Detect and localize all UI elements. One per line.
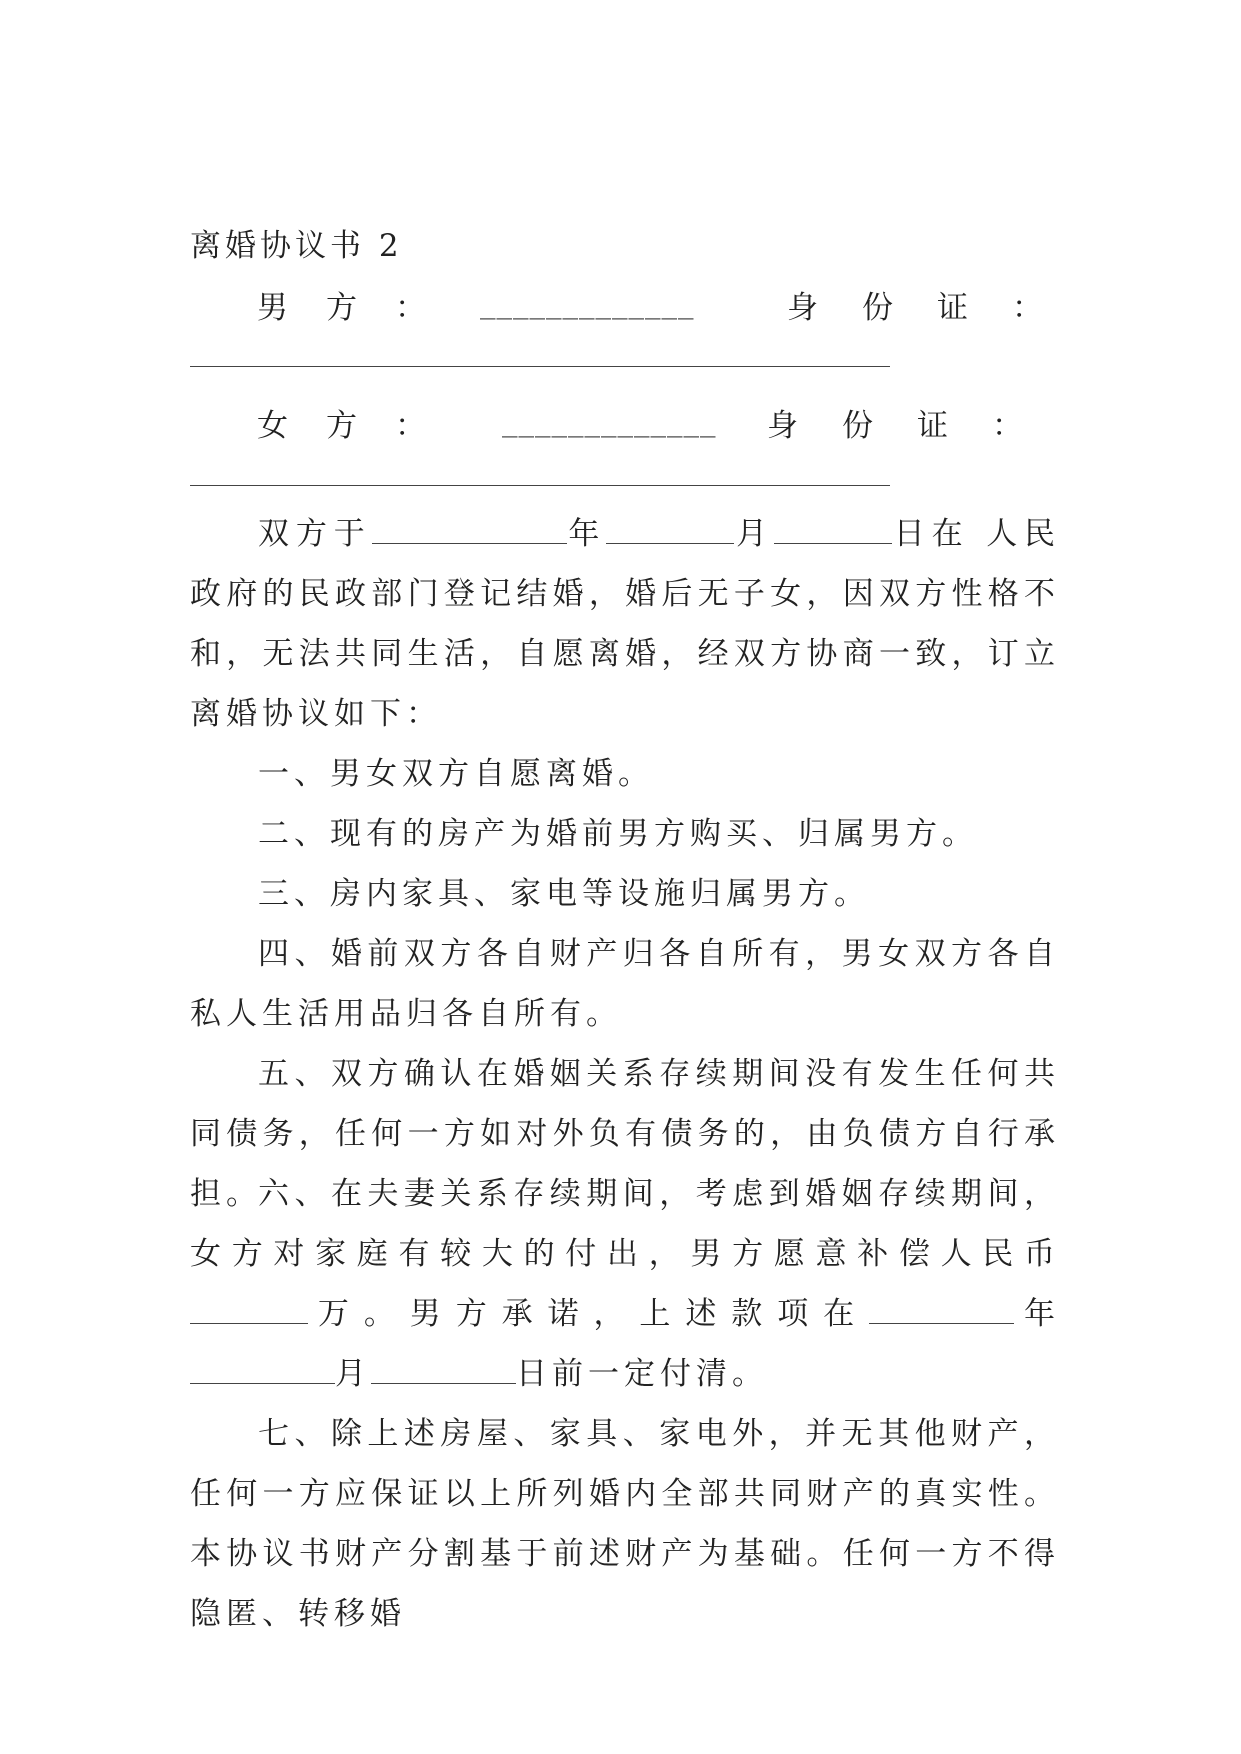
payment-year-blank <box>869 1299 1014 1324</box>
clause-4: 四、婚前双方各自财产归各自所有，男女双方各自私人生活用品归各自所有。 <box>190 936 1060 1032</box>
payment-month-blank <box>190 1359 335 1384</box>
female-party-row <box>257 400 1067 444</box>
payment-day-blank <box>371 1359 516 1384</box>
intro-day: 日在 <box>891 516 970 552</box>
clause-6 <box>190 1164 1060 1404</box>
female-id-line <box>190 485 890 486</box>
female-label: 女方： <box>257 408 464 444</box>
intro-month: 月 <box>734 516 774 552</box>
male-id-label: 身份证： <box>787 290 1087 326</box>
male-label: 男方： <box>257 290 464 326</box>
marriage-month-blank <box>606 519 734 544</box>
clause-3: 三、房内家具、家电等设施归属男方。 <box>258 876 870 912</box>
clause-6-year: 年 <box>1014 1296 1061 1332</box>
female-id-label: 身份证： <box>767 408 1067 444</box>
marriage-year-blank <box>372 519 567 544</box>
clause-5: 五、双方确认在婚姻关系存续期间没有发生任何共同债务，任何一方如对外负有债务的，由负债方自行承担。 <box>190 1056 1060 1212</box>
clause-6-text-1: 六、在夫妻关系存续期间，考虑到婚姻存续期间，女方对家庭有较大的付出，男方愿意补偿人民币 <box>190 1176 1060 1272</box>
intro-text-2: 人民政府的民政部门登记结婚，婚后无子女，因双方性格不和，无法共同生活，自愿离婚，经双方协商一致，订立离婚协议如下： <box>190 516 1061 732</box>
document-title: 离婚协议书 2 <box>190 228 403 264</box>
clause-6-text-2: 万。男方承诺，上述款项在 <box>308 1296 870 1332</box>
intro-paragraph <box>190 504 1060 744</box>
clause-1: 一、男女双方自愿离婚。 <box>258 756 654 792</box>
intro-text-1: 双方于 <box>258 516 372 552</box>
marriage-day-blank <box>774 519 892 544</box>
clause-6-text-3: 日前一定付清。 <box>516 1356 768 1392</box>
intro-year: 年 <box>566 516 607 552</box>
male-name-blank: _____________ <box>480 284 695 320</box>
male-id-line <box>190 366 890 367</box>
female-name-blank: _____________ <box>502 402 717 438</box>
male-party-row <box>257 282 1087 326</box>
clause-6-month: 月 <box>335 1356 371 1392</box>
clause-7: 七、除上述房屋、家具、家电外，并无其他财产，任何一方应保证以上所列婚内全部共同财产的真实性。本协议书财产分割基于前述财产为基础。任何一方不得隐匿、转移婚 <box>190 1416 1060 1632</box>
clause-2: 二、现有的房产为婚前男方购买、归属男方。 <box>258 816 978 852</box>
compensation-amount-blank <box>190 1299 308 1324</box>
